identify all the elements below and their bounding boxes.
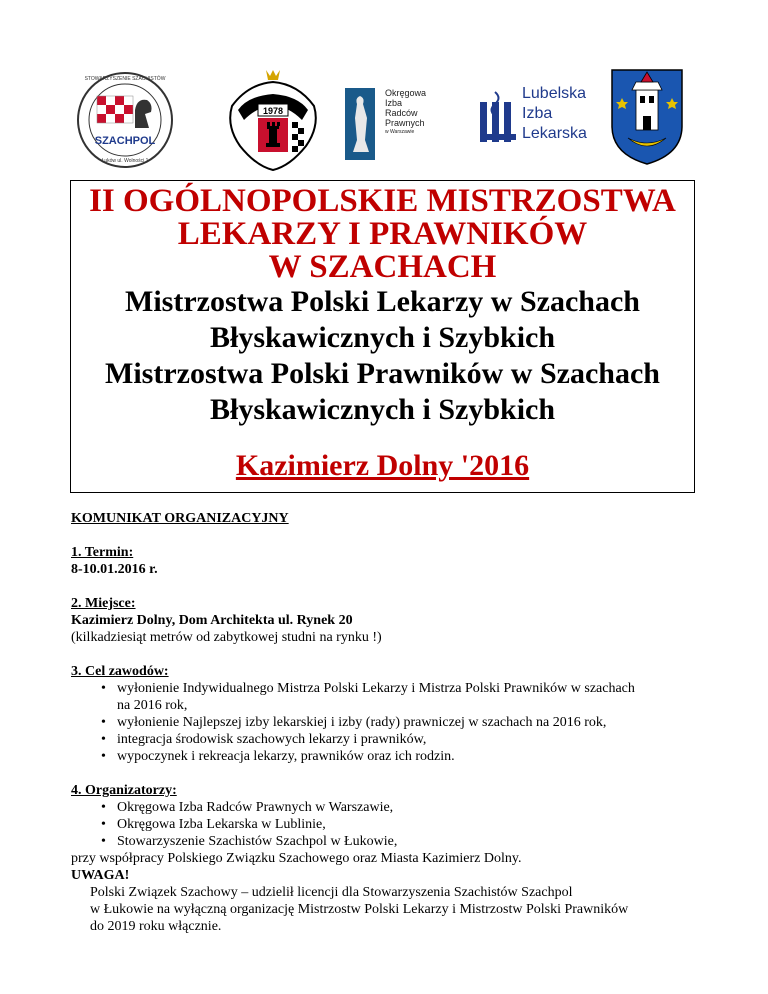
oirp-line-4: Prawnych [385,118,425,128]
szachpol-logo [75,70,175,170]
svg-text:1978: 1978 [262,106,284,116]
title-box [70,180,695,493]
cooperation-note: przy współpracy Polskiego Związku Szachowego oraz Miasta Kazimierz Dolny. [71,851,522,866]
miejsce-heading: 2. Miejsce: [71,596,136,611]
title-line-2: LEKARZY I PRAWNIKÓW [177,216,588,252]
chess-club-logo [218,66,328,172]
svg-text:STOWARZYSZENIE SZACHISTÓW: STOWARZYSZENIE SZACHISTÓW [84,76,166,82]
lil-line-3: Lekarska [522,125,587,142]
title-line-1: II OGÓLNOPOLSKIE MISTRZOSTWA [89,183,676,219]
svg-text:SZACHPOL: SZACHPOL [94,135,156,147]
subtitle-line-2: Błyskawicznych i Szybkich [209,321,556,354]
event-location: Kazimierz Dolny '2016 [235,449,530,482]
cel-list [71,680,695,765]
uwaga-line-2: w Łukowie na wyłączną organizację Mistrzostw Polski Lekarzy i Mistrzostw Polski Prawników [90,902,629,917]
subtitle-line-1: Mistrzostwa Polski Lekarzy w Szachach [125,285,640,318]
oirp-sub: w Warszawie [385,129,415,135]
lil-line-1: Lubelska [522,85,587,102]
list-item: • Okręgowa Izba Lekarska w Lublinie, [117,816,695,833]
lil-line-2: Izba [522,105,553,122]
list-item: • Stowarzyszenie Szachistów Szachpol w Łukowie, [117,833,695,850]
list-item: • wyłonienie Indywidualnego Mistrza Polski Lekarzy i Mistrza Polski Prawników w szachach na 2016 rok, [117,680,695,714]
oirp-logo [345,88,445,160]
subtitle-line-4: Błyskawicznych i Szybkich [209,393,556,426]
miejsce-value: Kazimierz Dolny, Dom Architekta ul. Rynek 20 [71,613,353,628]
oirp-line-1: Okręgowa [385,88,427,98]
list-item: • wyłonienie Najlepszej izby lekarskiej i izby (rady) prawniczej w szachach na 2016 rok, [117,714,695,731]
termin-value: 8-10.01.2016 r. [71,562,158,577]
lil-logo-text [522,84,587,144]
announcement-body [71,510,695,935]
title-line-3: W SZACHACH [268,249,497,285]
uwaga-text [71,884,695,935]
oirp-line-3: Radców [385,108,418,118]
list-item: • wypoczynek i rekreacja lekarzy, prawników oraz ich rodzin. [117,748,695,765]
list-item: • Okręgowa Izba Radców Prawnych w Warszawie, [117,799,695,816]
oirp-line-2: Izba [385,98,403,108]
uwaga-line-1: Polski Związek Szachowy – udzielił licencji dla Stowarzyszenia Szachistów Szachpol [90,885,573,900]
svg-text:Łuków ul. Wolności 1: Łuków ul. Wolności 1 [101,158,149,164]
cel-heading: 3. Cel zawodów: [71,664,169,679]
lil-logo [478,82,598,162]
termin-heading: 1. Termin: [71,545,134,560]
miejsce-note: (kilkadziesiąt metrów od zabytkowej studni na rynku !) [71,630,382,645]
uwaga-line-3: do 2019 roku włącznie. [90,919,222,934]
list-item: • integracja środowisk szachowych lekarzy i prawników, [117,731,695,748]
organizatorzy-list [71,799,695,850]
organizatorzy-heading: 4. Organizatorzy: [71,783,177,798]
logo-row [0,0,768,170]
oirp-logo-text [385,88,426,136]
uwaga-label: UWAGA! [71,868,130,883]
komunikat-heading: KOMUNIKAT ORGANIZACYJNY [71,511,289,526]
subtitle-line-3: Mistrzostwa Polski Prawników w Szachach [105,357,660,390]
kazimierz-crest [610,68,684,166]
